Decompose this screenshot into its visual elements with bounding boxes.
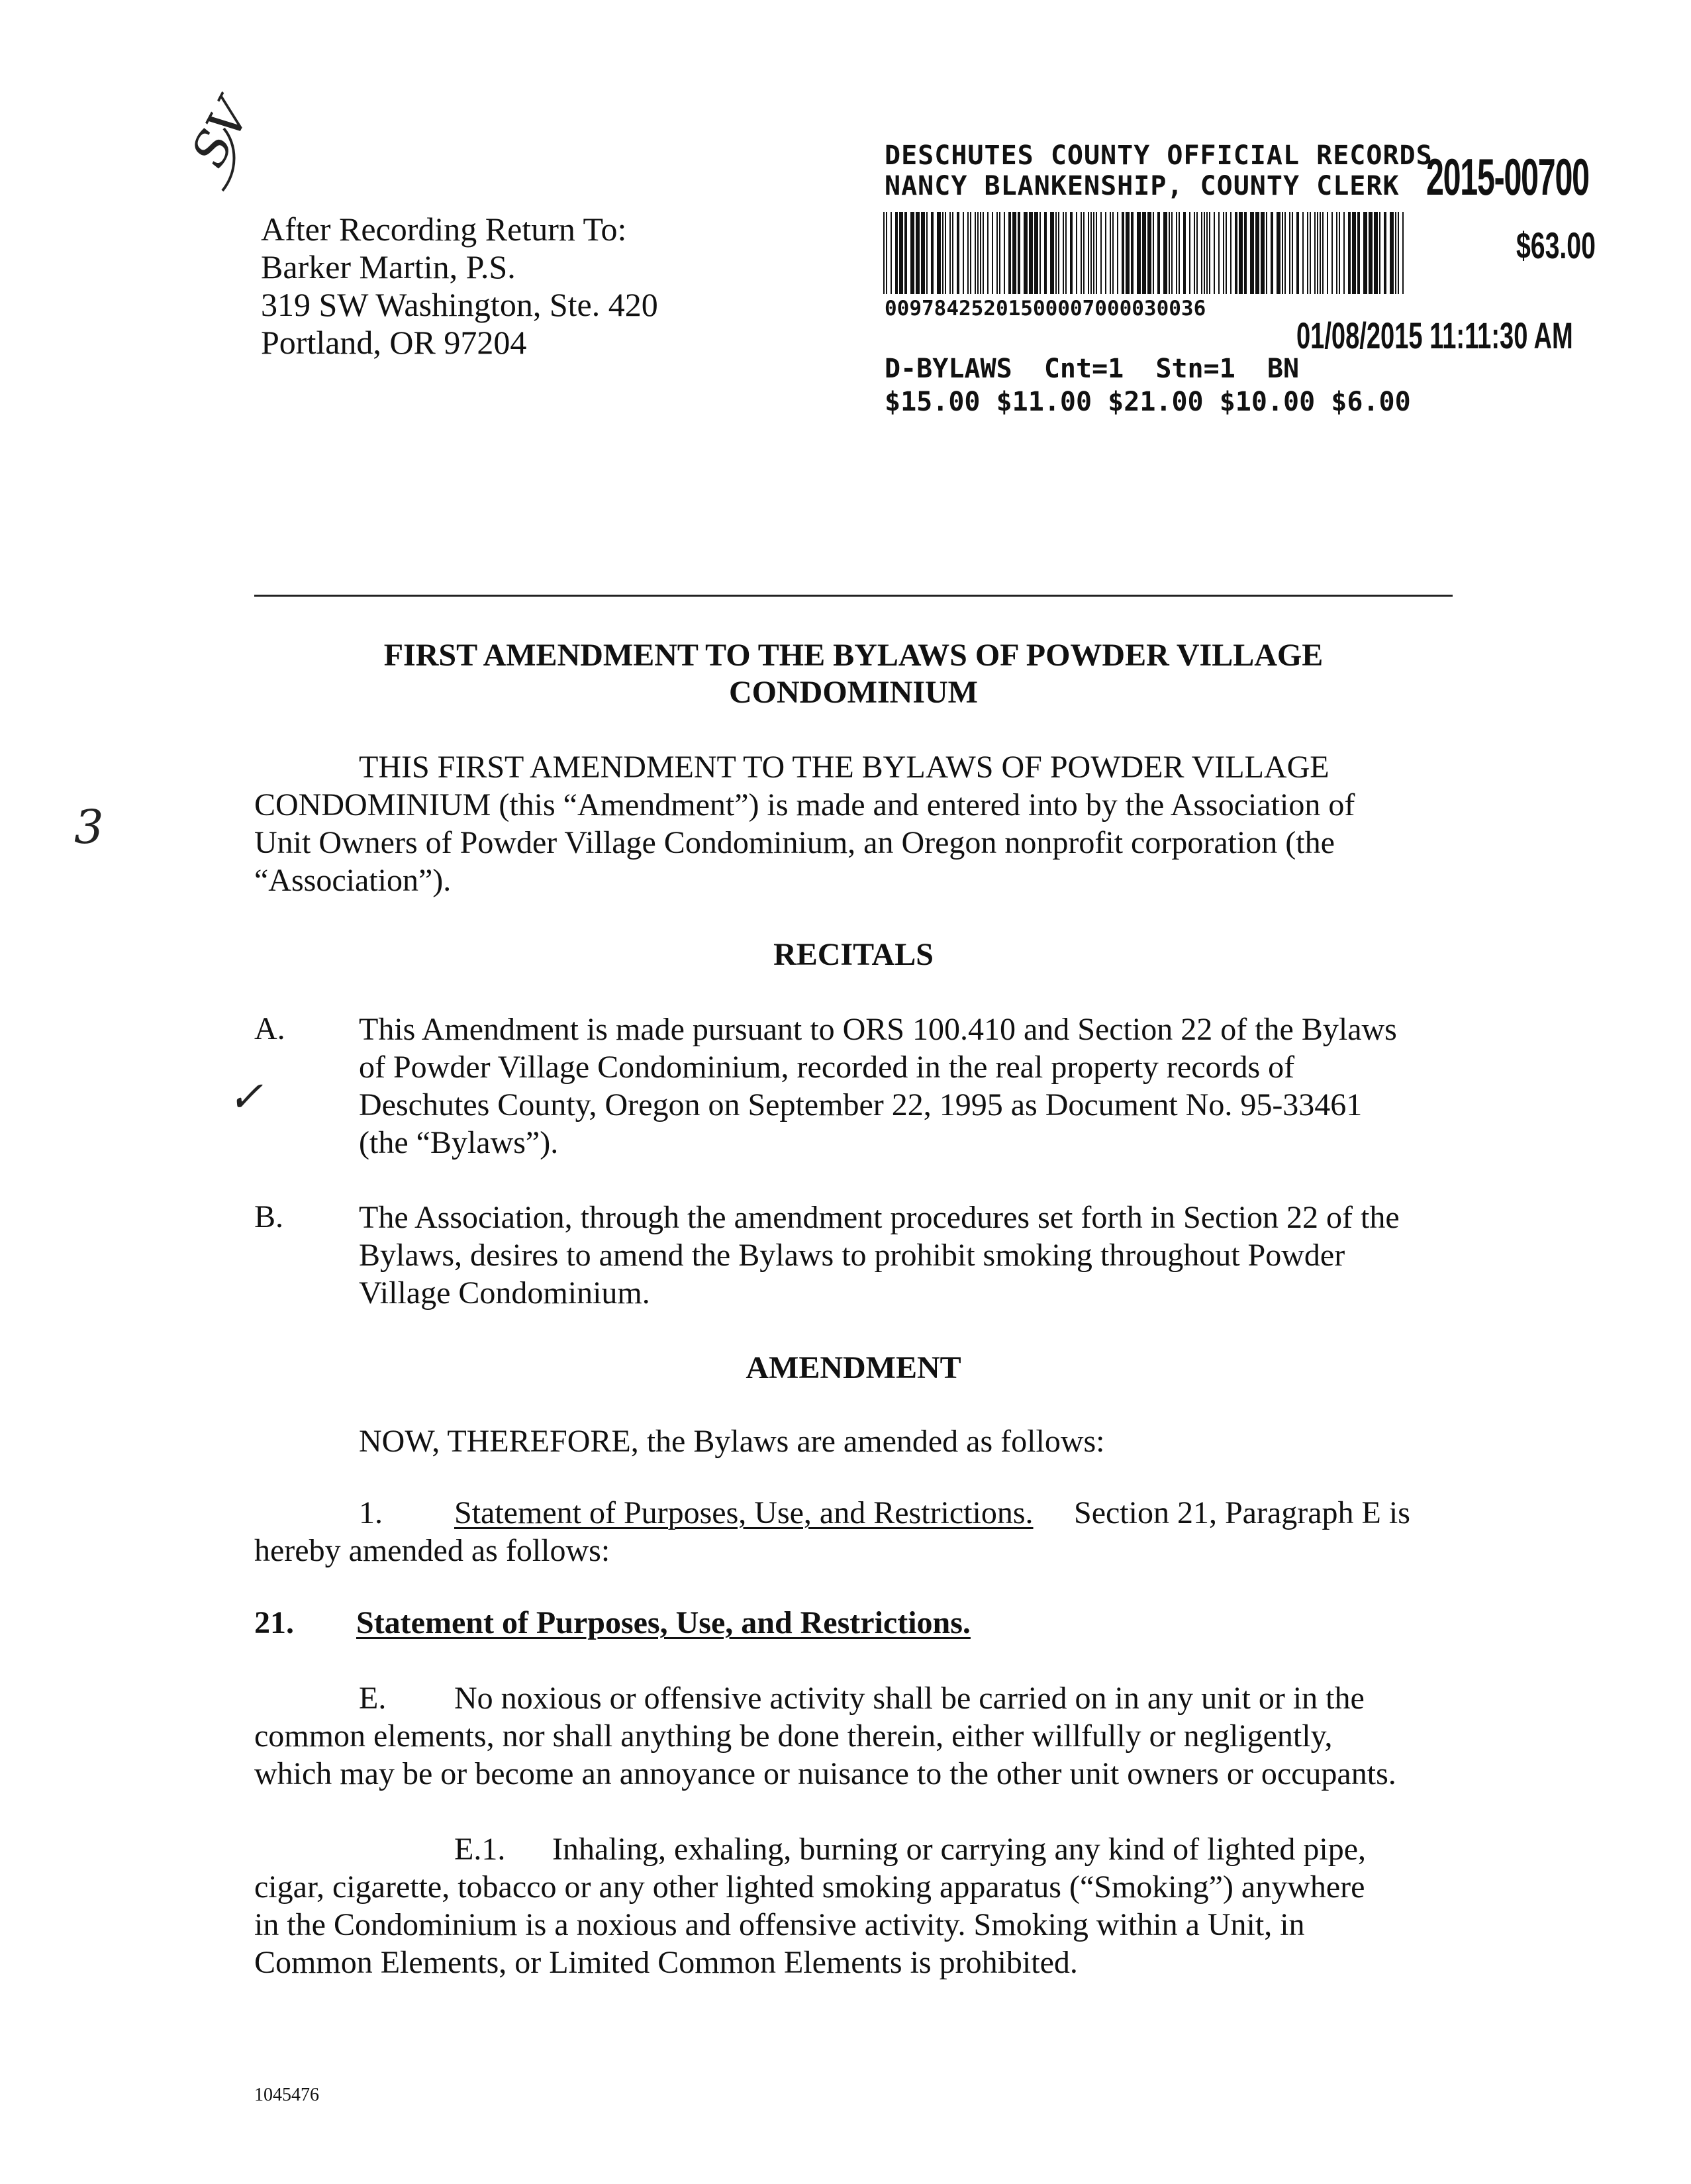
barcode-bar <box>1050 212 1054 294</box>
barcode-bar <box>1039 212 1041 294</box>
recording-office-line1: DESCHUTES COUNTY OFFICIAL RECORDS <box>885 140 1433 171</box>
barcode-bar <box>886 212 887 294</box>
barcode-bar <box>1348 212 1351 294</box>
now-therefore: NOW, THEREFORE, the Bylaws are amended as follows: <box>359 1424 1105 1459</box>
handwritten-mark <box>218 124 245 197</box>
title-line1: FIRST AMENDMENT TO THE BYLAWS OF POWDER VILLAGE <box>383 638 1324 673</box>
para-e1-label: E.1. <box>454 1832 506 1867</box>
barcode-bar <box>1131 212 1134 294</box>
barcode-bar <box>1110 212 1111 294</box>
para-e1-line-2: cigar, cigarette, tobacco or any other lighted smoking apparatus (“Smoking”) anywhere <box>254 1869 1365 1905</box>
barcode-bar <box>945 212 946 294</box>
intro-line-1: THIS FIRST AMENDMENT TO THE BYLAWS OF POWDER VILLAGE <box>359 750 1329 785</box>
barcode-bar <box>904 212 907 294</box>
recital-b-line-3: Village Condominium. <box>359 1275 650 1311</box>
barcode-bar <box>1322 212 1324 294</box>
barcode-bar <box>1307 212 1308 294</box>
item1-title: Statement of Purposes, Use, and Restrictions. <box>454 1495 1034 1530</box>
handwritten-checkmark: ✓ <box>228 1073 264 1122</box>
barcode-bar <box>1244 212 1247 294</box>
handwritten-page-count: 3 <box>74 800 104 854</box>
barcode-bar <box>1112 212 1114 294</box>
para-e-line-1: No noxious or offensive activity shall be carried on in any unit or in the <box>454 1681 1365 1716</box>
barcode-bar <box>1266 212 1267 294</box>
barcode-bar <box>1363 212 1367 294</box>
barcode-bar <box>1235 212 1237 294</box>
barcode-bar <box>1369 212 1373 294</box>
barcode-bar <box>1284 212 1286 294</box>
barcode-bar <box>1357 212 1360 294</box>
return-city: Portland, OR 97204 <box>261 324 527 361</box>
barcode-bar <box>957 212 959 294</box>
barcode-bar <box>1044 212 1047 294</box>
return-label: After Recording Return To: <box>261 211 627 248</box>
para-e-label: E. <box>359 1681 387 1716</box>
recital-a-line-4: (the “Bylaws”). <box>359 1125 559 1160</box>
barcode-bar <box>1065 212 1067 294</box>
barcode-bar <box>952 212 953 294</box>
barcode-bar <box>1189 212 1190 294</box>
barcode-bar <box>910 212 914 294</box>
return-address <box>261 211 658 362</box>
barcode-bar <box>1126 212 1130 294</box>
intro-line-2: CONDOMINIUM (this “Amendment”) is made and entered into by the Association of <box>254 787 1355 822</box>
barcode-bar <box>1076 212 1077 294</box>
barcode-number: 00978425201500007000030036 <box>885 297 1206 321</box>
recital-a-line-2: of Powder Village Condominium, recorded in the real property records of <box>359 1050 1295 1085</box>
barcode-bar <box>1018 212 1020 294</box>
barcode-bar <box>1024 212 1028 294</box>
barcode-bar <box>1093 212 1094 294</box>
barcode-bar <box>883 212 885 294</box>
barcode-bar <box>1271 212 1273 294</box>
recital-b-line-1: The Association, through the amendment procedures set forth in Section 22 of the <box>359 1200 1400 1235</box>
barcode-bar <box>1402 212 1404 294</box>
recital-b-line-2: Bylaws, desires to amend the Bylaws to prohibit smoking throughout Powder <box>359 1238 1345 1273</box>
barcode-bar <box>1206 212 1208 294</box>
barcode-bar <box>1176 212 1177 294</box>
barcode-bar <box>1008 212 1011 294</box>
recording-office <box>885 140 1433 201</box>
barcode-bar <box>967 212 969 294</box>
para-e1-line-1: Inhaling, exhaling, burning or carrying any kind of lighted pipe, <box>552 1832 1367 1867</box>
barcode-bar <box>1352 212 1356 294</box>
recital-a-label: A. <box>254 1011 285 1046</box>
barcode-bar <box>1153 212 1154 294</box>
barcode-bar <box>942 212 943 294</box>
barcode-bar <box>1282 212 1283 294</box>
barcode-bar <box>1379 212 1380 294</box>
recording-doc-code: D-BYLAWS Cnt=1 Stn=1 BN <box>885 354 1300 384</box>
barcode-bar <box>975 212 976 294</box>
recording-document-number: 2015-00700 <box>1426 148 1589 206</box>
barcode-bar <box>1314 212 1316 294</box>
barcode-bar <box>977 212 979 294</box>
barcode-bar <box>1196 212 1198 294</box>
barcode-bar <box>963 212 964 294</box>
barcode-bar <box>1179 212 1180 294</box>
barcode-bar <box>1122 212 1124 294</box>
para-e1-line-4: Common Elements, or Limited Common Elements is prohibited. <box>254 1945 1078 1980</box>
barcode-bar <box>1331 212 1333 294</box>
section21-number: 21. <box>254 1605 294 1640</box>
barcode-bar <box>1339 212 1340 294</box>
barcode-bar <box>1100 212 1102 294</box>
barcode-bar <box>1142 212 1146 294</box>
barcode-bar <box>916 212 920 294</box>
barcode-bar <box>937 212 941 294</box>
barcode-bar <box>1310 212 1311 294</box>
para-e-line-2: common elements, nor shall anything be done therein, either willfully or negligently, <box>254 1718 1333 1754</box>
document-title <box>254 637 1453 711</box>
barcode-bar <box>1117 212 1118 294</box>
footer-document-id: 1045476 <box>254 2085 319 2105</box>
barcode-bar <box>1289 212 1290 294</box>
intro-line-3: Unit Owners of Powder Village Condominium, an Oregon nonprofit corporation (the <box>254 825 1335 860</box>
recital-a-line-3: Deschutes County, Oregon on September 22, 1995 as Document No. 95-33461 <box>359 1087 1363 1122</box>
barcode-bar <box>1374 212 1378 294</box>
barcode-bar <box>1218 212 1220 294</box>
barcode-bar <box>992 212 993 294</box>
title-line2: CONDOMINIUM <box>729 675 978 710</box>
barcode-bar <box>1302 212 1304 294</box>
barcode-bar <box>1327 212 1328 294</box>
recording-office-line2: NANCY BLANKENSHIP, COUNTY CLERK <box>885 171 1400 201</box>
item1-rest: Section 21, Paragraph E is <box>1074 1495 1410 1530</box>
barcode-bar <box>1390 212 1394 294</box>
barcode-bar <box>1163 212 1167 294</box>
barcode-bar <box>1204 212 1205 294</box>
item1-number: 1. <box>359 1495 383 1530</box>
recital-b-label: B. <box>254 1199 284 1234</box>
barcode-bar <box>1147 212 1151 294</box>
barcode-bar <box>1336 212 1337 294</box>
barcode-bar <box>1194 212 1195 294</box>
barcode-bar <box>1169 212 1170 294</box>
barcode-bar <box>1395 212 1396 294</box>
barcode-bar <box>1157 212 1160 294</box>
recording-datetime: 01/08/2015 11:11:30 AM <box>1296 315 1573 356</box>
barcode-bar <box>983 212 984 294</box>
barcode-bar <box>1029 212 1033 294</box>
barcode-bar <box>1320 212 1321 294</box>
barcode-bar <box>1183 212 1186 294</box>
barcode-bar <box>1223 212 1224 294</box>
recitals-heading: RECITALS <box>773 937 934 972</box>
recital-a-line-1: This Amendment is made pursuant to ORS 100.410 and Section 22 of the Bylaws <box>359 1012 1397 1047</box>
barcode-bar <box>1201 212 1202 294</box>
barcode-bar <box>1209 212 1210 294</box>
barcode-bar <box>1171 212 1173 294</box>
barcode-bar <box>1255 212 1259 294</box>
barcode-bar <box>1296 212 1299 294</box>
barcode-bar <box>1343 212 1345 294</box>
barcode-bar <box>1096 212 1097 294</box>
barcode-bar <box>891 212 892 294</box>
recording-fee-breakdown: $15.00 $11.00 $21.00 $10.00 $6.00 <box>885 387 1411 417</box>
barcode-bar <box>1004 212 1005 294</box>
barcode-bar <box>1105 212 1106 294</box>
barcode-bar <box>949 212 951 294</box>
recording-total-fee: $63.00 <box>1516 224 1596 266</box>
para-e1-line-3: in the Condominium is a noxious and offensive activity. Smoking within a Unit, in <box>254 1907 1305 1942</box>
barcode-bar <box>970 212 971 294</box>
item1-line-2: hereby amended as follows: <box>254 1533 610 1568</box>
barcode-bar <box>980 212 981 294</box>
recording-barcode <box>883 212 1405 294</box>
barcode-bar <box>1261 212 1265 294</box>
barcode-bar <box>1398 212 1399 294</box>
header-divider <box>254 595 1453 597</box>
return-street: 319 SW Washington, Ste. 420 <box>261 286 658 323</box>
barcode-bar <box>1063 212 1064 294</box>
barcode-bar <box>1226 212 1227 294</box>
barcode-bar <box>1090 212 1092 294</box>
barcode-bar <box>895 212 898 294</box>
barcode-bar <box>926 212 928 294</box>
barcode-bar <box>1055 212 1057 294</box>
barcode-bar <box>1317 212 1318 294</box>
amendment-heading: AMENDMENT <box>746 1350 961 1385</box>
barcode-bar <box>1081 212 1082 294</box>
para-e-line-3: which may be or become an annoyance or nuisance to the other unit owners or occupants. <box>254 1756 1396 1791</box>
barcode-bar <box>1292 212 1293 294</box>
barcode-bar <box>987 212 989 294</box>
barcode-bar <box>1088 212 1089 294</box>
barcode-bar <box>1137 212 1141 294</box>
barcode-bar <box>1230 212 1232 294</box>
handwritten-initials: SV <box>180 90 261 176</box>
barcode-bar <box>999 212 1000 294</box>
barcode-bar <box>996 212 998 294</box>
barcode-bar <box>1012 212 1016 294</box>
barcode-bar <box>1239 212 1243 294</box>
barcode-bar <box>1058 212 1059 294</box>
barcode-bar <box>1070 212 1073 294</box>
barcode-bar <box>1214 212 1215 294</box>
barcode-bar <box>931 212 934 294</box>
barcode-bar <box>1034 212 1038 294</box>
barcode-bar <box>1083 212 1085 294</box>
barcode-bar <box>921 212 925 294</box>
intro-line-4: “Association”). <box>254 863 452 898</box>
section21-title: Statement of Purposes, Use, and Restrictions. <box>356 1605 971 1640</box>
barcode-bar <box>1250 212 1254 294</box>
return-name: Barker Martin, P.S. <box>261 248 516 285</box>
barcode-bar <box>1384 212 1386 294</box>
barcode-bar <box>899 212 903 294</box>
barcode-bar <box>1277 212 1280 294</box>
